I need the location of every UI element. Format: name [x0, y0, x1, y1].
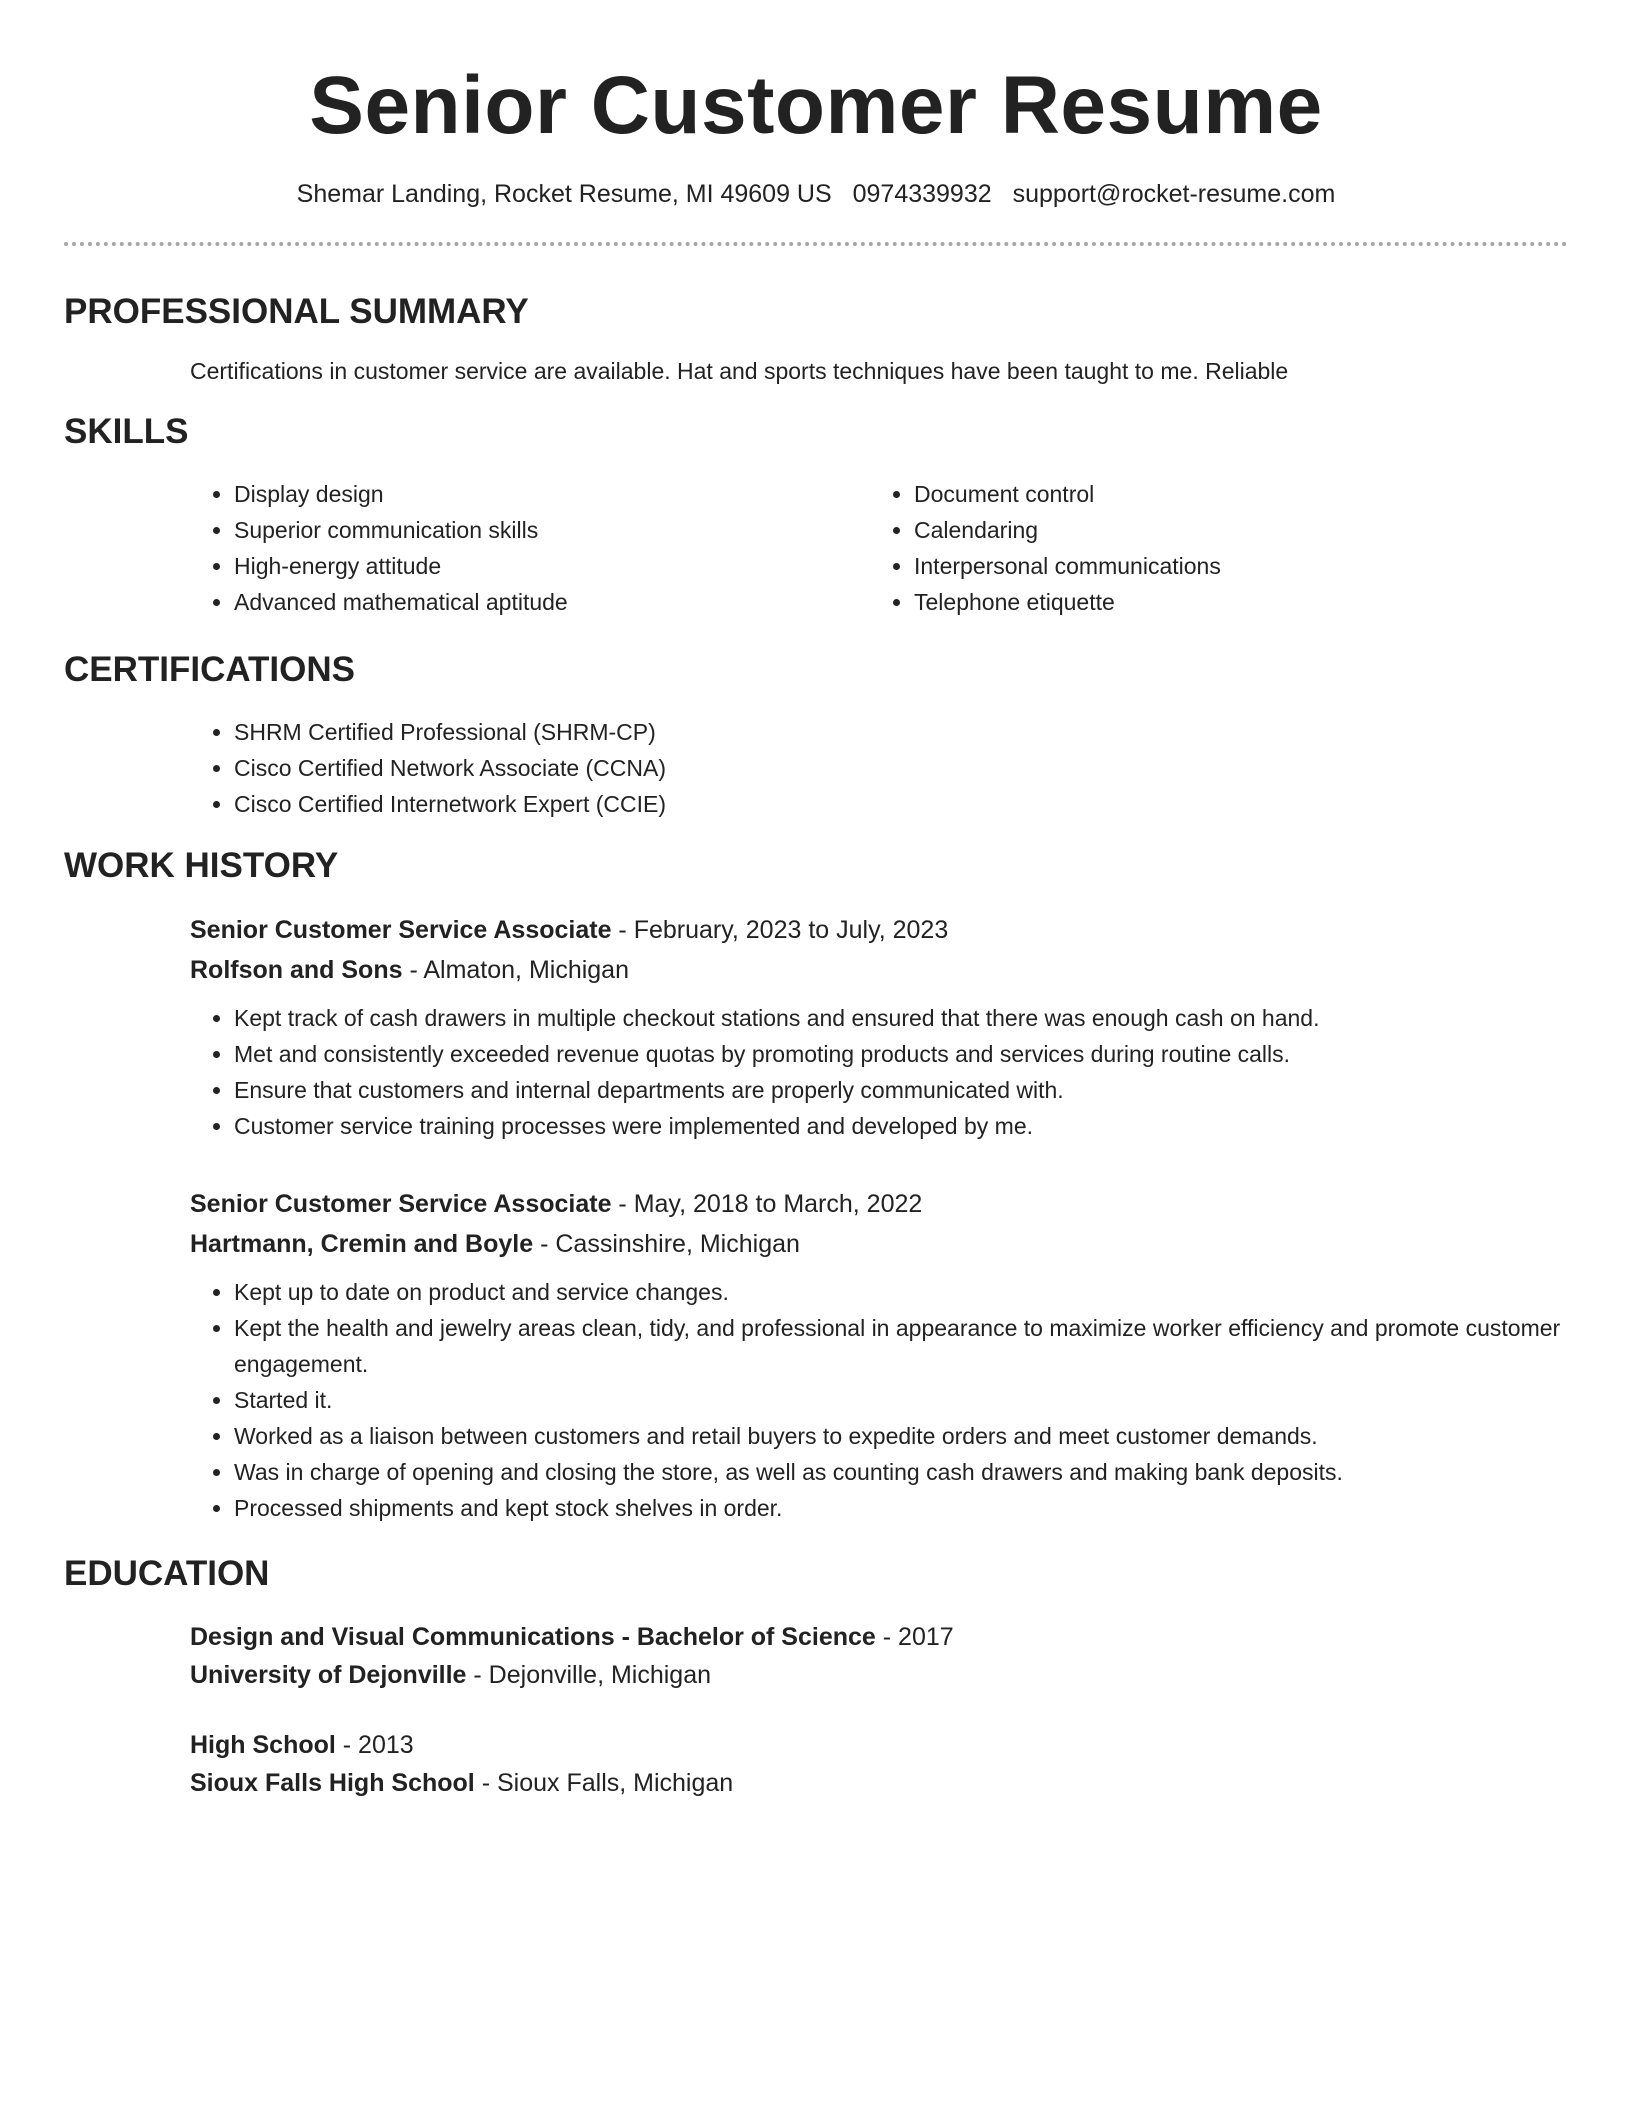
skills-list-left [190, 476, 870, 620]
skill-item: • Advanced mathematical aptitude [234, 584, 870, 620]
education-location: - Sioux Falls, Michigan [474, 1769, 734, 1797]
education-year: - 2017 [875, 1623, 954, 1651]
job-dates: - May, 2018 to March, 2022 [611, 1190, 923, 1218]
contact-phone: 0974339932 [852, 180, 992, 208]
job-location: - Almaton, Michigan [402, 956, 629, 984]
skills-grid [190, 476, 1568, 620]
job-entry [190, 1184, 1568, 1526]
contact-address: Shemar Landing, Rocket Resume, MI 49609 US [296, 180, 832, 208]
certification-item: • SHRM Certified Professional (SHRM-CP) [234, 714, 1568, 750]
job-duty: • Worked as a liaison between customers and retail buyers to expedite orders and meet customer demands. [234, 1418, 1568, 1454]
header-divider [64, 242, 1568, 246]
skills-section [64, 410, 1568, 620]
skill-item: • Display design [234, 476, 870, 512]
certifications-list [190, 714, 1568, 822]
certification-item: • Cisco Certified Internetwork Expert (CCIE) [234, 786, 1568, 822]
certifications-list-wrap [190, 714, 1568, 822]
summary-text: Certifications in customer service are available. Hat and sports techniques have been taught to me. Reliable [190, 358, 1289, 384]
certification-item: • Cisco Certified Network Associate (CCNA) [234, 750, 1568, 786]
resume-title: Senior Customer Resume [309, 60, 1323, 151]
education-section [64, 1552, 1568, 1802]
skill-item: • Superior communication skills [234, 512, 870, 548]
skills-list-right [870, 476, 1550, 620]
job-duties-list [190, 1274, 1568, 1526]
summary-section [64, 290, 1568, 386]
skills-column-right [870, 476, 1550, 620]
job-company-line [190, 950, 1568, 990]
education-degree: Design and Visual Communications - Bachelor of Science [190, 1623, 876, 1651]
job-role: Senior Customer Service Associate [190, 916, 612, 944]
job-duty: • Customer service training processes were implemented and developed by me. [234, 1108, 1568, 1144]
job-dates: - February, 2023 to July, 2023 [611, 916, 949, 944]
job-title-line [190, 910, 1568, 950]
job-company: Rolfson and Sons [190, 956, 403, 984]
education-degree: High School [190, 1731, 336, 1759]
job-duty: • Kept track of cash drawers in multiple checkout stations and ensured that there was enough cash on hand. [234, 1000, 1568, 1036]
job-duty: • Kept the health and jewelry areas clean, tidy, and professional in appearance to maximize worker efficiency and promote customer engagement. [234, 1310, 1568, 1382]
skill-item: • Calendaring [914, 512, 1550, 548]
job-company: Hartmann, Cremin and Boyle [190, 1230, 534, 1258]
education-school-line [190, 1764, 1568, 1802]
job-role: Senior Customer Service Associate [190, 1190, 612, 1218]
section-title-work-history: WORK HISTORY [64, 846, 339, 885]
certifications-section [64, 648, 1568, 822]
contact-line [64, 178, 1568, 210]
education-entry [190, 1726, 1568, 1802]
education-school: Sioux Falls High School [190, 1769, 475, 1797]
education-degree-line [190, 1726, 1568, 1764]
job-duty: • Met and consistently exceeded revenue quotas by promoting products and services during routine calls. [234, 1036, 1568, 1072]
education-location: - Dejonville, Michigan [466, 1661, 712, 1689]
education-degree-line [190, 1618, 1568, 1656]
education-entry [190, 1618, 1568, 1694]
job-duty: • Started it. [234, 1382, 1568, 1418]
education-year: - 2013 [335, 1731, 414, 1759]
job-duty: • Was in charge of opening and closing the store, as well as counting cash drawers and making bank deposits. [234, 1454, 1568, 1490]
section-title-education: EDUCATION [64, 1554, 270, 1593]
education-school: University of Dejonville [190, 1661, 467, 1689]
education-school-line [190, 1656, 1568, 1694]
contact-email: support@rocket-resume.com [1012, 180, 1336, 208]
job-duty: • Ensure that customers and internal departments are properly communicated with. [234, 1072, 1568, 1108]
section-title-skills: SKILLS [64, 412, 189, 451]
job-duty: • Kept up to date on product and service changes. [234, 1274, 1568, 1310]
skills-column-left [190, 476, 870, 620]
section-title-summary: PROFESSIONAL SUMMARY [64, 292, 529, 331]
skill-item: • High-energy attitude [234, 548, 870, 584]
job-duties-list [190, 1000, 1568, 1144]
job-entry [190, 910, 1568, 1144]
skill-item: • Interpersonal communications [914, 548, 1550, 584]
job-location: - Cassinshire, Michigan [533, 1230, 800, 1258]
job-title-line [190, 1184, 1568, 1224]
skill-item: • Document control [914, 476, 1550, 512]
skill-item: • Telephone etiquette [914, 584, 1550, 620]
job-duty: • Processed shipments and kept stock shelves in order. [234, 1490, 1568, 1526]
section-title-certifications: CERTIFICATIONS [64, 650, 356, 689]
work-history-section [64, 844, 1568, 1526]
job-company-line [190, 1224, 1568, 1264]
